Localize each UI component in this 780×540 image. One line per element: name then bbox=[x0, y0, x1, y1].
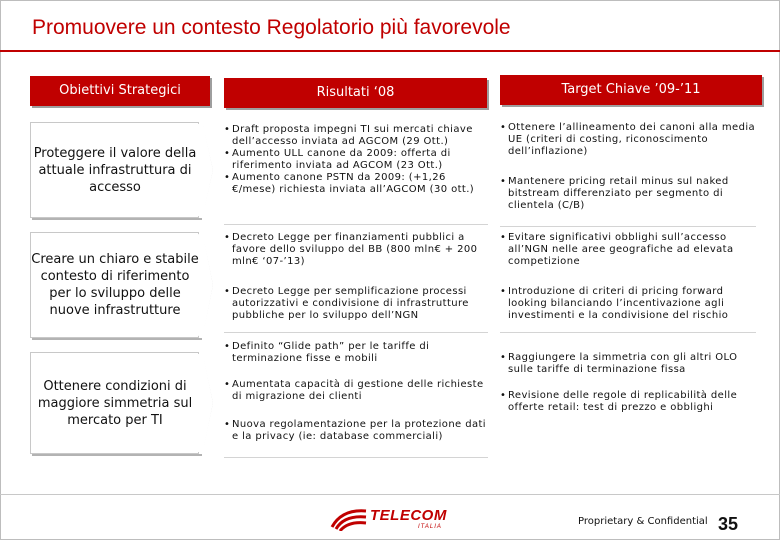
results-cell bbox=[224, 232, 488, 333]
bullet-item: • Ottenere l’allineamento dei canoni alla media UE (criteri di costing, riconoscimento dell’inflazione) bbox=[500, 122, 756, 158]
page-title: Promuovere un contesto Regolatorio più favorevole bbox=[32, 16, 511, 39]
footer-divider bbox=[0, 494, 780, 495]
bullet-list bbox=[224, 232, 488, 322]
bullet-list bbox=[500, 352, 756, 414]
objective-box bbox=[30, 122, 200, 218]
title-divider bbox=[0, 50, 780, 52]
bullet-item: • Aumento canone PSTN da 2009: (+1,26 €/mese) richiesta inviata all’AGCOM (30 ott.) bbox=[224, 172, 488, 196]
header-strategic-objectives: Obiettivi Strategici bbox=[30, 76, 210, 106]
bullet-item: • Raggiungere la simmetria con gli altri OLO sulle tariffe di terminazione fissa bbox=[500, 352, 756, 376]
header-key-targets: Target Chiave ’09-’11 bbox=[500, 75, 762, 105]
bullet-item: • Decreto Legge per semplificazione processi autorizzativi e condivisione di infrastrutture pubbliche per lo sviluppo dell’NGN bbox=[224, 286, 488, 322]
objective-text: Proteggere il valore della attuale infrastruttura di accesso bbox=[33, 145, 197, 195]
results-cell bbox=[224, 124, 488, 225]
confidential-label: Proprietary & Confidential bbox=[578, 516, 708, 527]
bullet-item: • Draft proposta impegni TI sui mercati chiave dell’accesso inviata ad AGCOM (29 Ott.) bbox=[224, 124, 488, 148]
header-results-08: Risultati ‘08 bbox=[224, 78, 487, 108]
bullet-item: • Mantenere pricing retail minus sul naked bitstream differenziato per segmento di clientela (C/B) bbox=[500, 176, 756, 212]
bullet-item: • Nuova regolamentazione per la protezione dati e la privacy (ie: database commerciali) bbox=[224, 419, 488, 443]
bullet-item: • Revisione delle regole di replicabilità delle offerte retail: test di prezzo e obblighi bbox=[500, 390, 756, 414]
bullet-item: • Definito “Glide path” per le tariffe di terminazione fisse e mobili bbox=[224, 341, 488, 365]
telecom-wave-icon bbox=[330, 505, 370, 531]
bullet-item: • Evitare significativi obblighi sull’accesso all’NGN nelle aree geografiche ad elevata competizione bbox=[500, 232, 756, 268]
objective-box bbox=[30, 352, 200, 454]
target-cell bbox=[500, 122, 756, 227]
bullet-list bbox=[500, 122, 756, 212]
bullet-list bbox=[224, 341, 488, 443]
objective-text: Ottenere condizioni di maggiore simmetria sul mercato per TI bbox=[37, 378, 193, 428]
company-logo bbox=[330, 505, 460, 533]
target-cell bbox=[500, 352, 756, 432]
objective-text: Creare un chiaro e stabile contesto di riferimento per lo sviluppo delle nuove infrastrutture bbox=[31, 252, 199, 318]
results-cell bbox=[224, 341, 488, 458]
page-number: 35 bbox=[718, 514, 739, 534]
bullet-list bbox=[500, 232, 756, 322]
objective-box bbox=[30, 232, 200, 338]
logo-wordmark: TELECOM bbox=[370, 507, 447, 524]
bullet-list bbox=[224, 124, 488, 196]
logo-subtext: ITALIA bbox=[418, 524, 442, 530]
bullet-item: • Aumento ULL canone da 2009: offerta di riferimento inviata ad AGCOM (23 Ott.) bbox=[224, 148, 488, 172]
bullet-item: • Introduzione di criteri di pricing forward looking bilanciando l’incentivazione agli investimenti e la condivisione del rischio bbox=[500, 286, 756, 322]
target-cell bbox=[500, 232, 756, 333]
bullet-item: • Aumentata capacità di gestione delle richieste di migrazione dei clienti bbox=[224, 379, 488, 403]
bullet-item: • Decreto Legge per finanziamenti pubblici a favore dello sviluppo del BB (800 mln€ + 200 mln€ ‘07-’13) bbox=[224, 232, 488, 268]
